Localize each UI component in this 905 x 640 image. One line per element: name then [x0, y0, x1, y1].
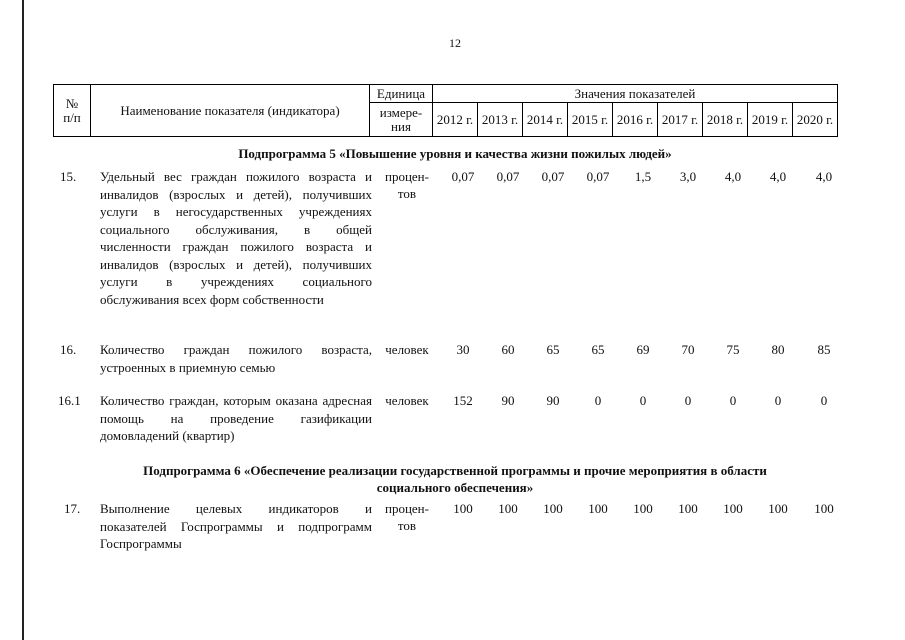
header-year: 2018 г. [703, 103, 748, 137]
row-value: 100 [543, 501, 563, 516]
header-year: 2016 г. [613, 103, 658, 137]
row-number: 17. [64, 501, 81, 516]
row-value: 100 [588, 501, 608, 516]
page-edge-rule [22, 0, 24, 640]
row-number: 15. [60, 169, 77, 184]
header-year: 2014 г. [523, 103, 568, 137]
row-value: 3,0 [679, 169, 697, 184]
header-year: 2012 г. [433, 103, 478, 137]
row-value: 0,07 [541, 169, 565, 184]
header-year: 2020 г. [793, 103, 838, 137]
row-unit: процен- тов [385, 169, 429, 201]
row-value: 75 [726, 342, 740, 357]
header-year: 2017 г. [658, 103, 703, 137]
row-value: 0 [594, 393, 602, 408]
row-value: 69 [636, 342, 650, 357]
row-value: 152 [453, 393, 473, 408]
row-value: 65 [546, 342, 560, 357]
row-number: 16. [60, 342, 77, 357]
row-value: 90 [501, 393, 515, 408]
row-value: 4,0 [724, 169, 742, 184]
row-value: 0 [729, 393, 737, 408]
section-title-6-line2: социального обеспечения» [376, 480, 534, 495]
row-value: 4,0 [815, 169, 833, 184]
row-value: 90 [546, 393, 560, 408]
row-name: Выполнение целевых индикаторов и показателей Госпрограммы и подпрограмм Госпрограммы [100, 501, 372, 551]
header-unit-line2: измере- ния [370, 103, 433, 137]
row-value: 80 [771, 342, 785, 357]
section-title-6-line1: Подпрограмма 6 «Обеспечение реализации государственной программы и прочие мероприятия в области [143, 463, 767, 478]
header-year: 2013 г. [478, 103, 523, 137]
section-title-5: Подпрограмма 5 «Повышение уровня и качества жизни пожилых людей» [238, 146, 672, 161]
row-value: 100 [453, 501, 473, 516]
header-table [53, 84, 838, 137]
row-value: 65 [591, 342, 605, 357]
row-value: 100 [723, 501, 743, 516]
header-unit-line1: Единица [370, 85, 433, 103]
row-name: Количество граждан, которым оказана адресная помощь на проведение газификации домовладений (квартир) [100, 393, 372, 443]
page-number: 12 [449, 36, 461, 50]
header-num: № п/п [54, 85, 91, 137]
row-value: 4,0 [769, 169, 787, 184]
row-value: 100 [498, 501, 518, 516]
row-name: Количество граждан пожилого возраста, устроенных в приемную семью [100, 342, 372, 375]
header-year: 2015 г. [568, 103, 613, 137]
row-value: 0 [774, 393, 782, 408]
row-value: 0,07 [451, 169, 475, 184]
row-name: Удельный вес граждан пожилого возраста и инвалидов (взрослых и детей), получивших услуги в негосударственных учреждениях социального обслуживания, в общей численности граждан пожилого возраста и инвалидов (взрослых и детей), получивших услуги в учреждениях социального обслуживания всех форм собственности [100, 169, 372, 307]
row-value: 0 [684, 393, 692, 408]
header-values-group: Значения показателей [433, 85, 838, 103]
row-value: 30 [456, 342, 470, 357]
row-unit: процен- тов [385, 501, 429, 533]
row-value: 85 [817, 342, 831, 357]
row-value: 0,07 [586, 169, 610, 184]
row-value: 100 [814, 501, 834, 516]
header-name: Наименование показателя (индикатора) [91, 85, 370, 137]
row-unit: человек [385, 342, 429, 357]
row-value: 100 [633, 501, 653, 516]
row-value: 0 [639, 393, 647, 408]
row-value: 0 [820, 393, 828, 408]
row-value: 100 [768, 501, 788, 516]
row-unit: человек [385, 393, 429, 408]
row-value: 60 [501, 342, 515, 357]
row-value: 1,5 [634, 169, 652, 184]
header-year: 2019 г. [748, 103, 793, 137]
row-value: 0,07 [496, 169, 520, 184]
row-number: 16.1 [58, 393, 81, 408]
row-value: 100 [678, 501, 698, 516]
row-value: 70 [681, 342, 695, 357]
